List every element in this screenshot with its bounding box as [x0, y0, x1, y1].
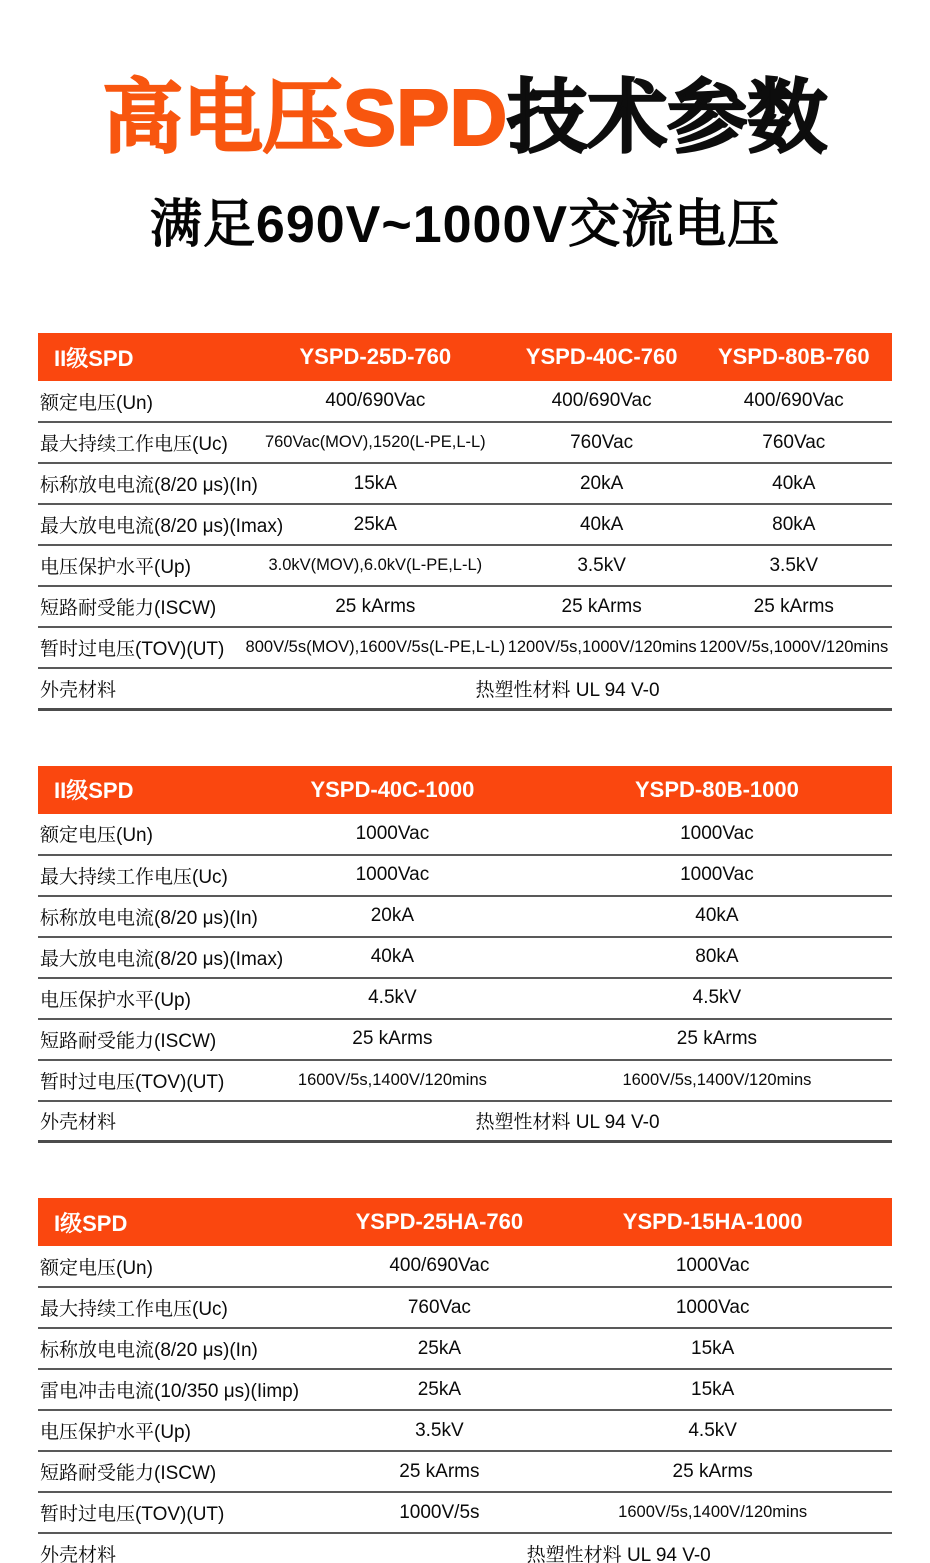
row-label: 电压保护水平(Up) [38, 978, 243, 1019]
row-label: 短路耐受能力(ISCW) [38, 1451, 345, 1492]
table-row [38, 463, 892, 504]
table-row [38, 1246, 892, 1287]
row-label: 电压保护水平(Up) [38, 1410, 345, 1451]
row-label: 暂时过电压(TOV)(UT) [38, 627, 243, 668]
table-row [38, 545, 892, 586]
cell-value: 4.5kV [542, 978, 892, 1019]
cell-value: 40kA [542, 896, 892, 937]
spec-tables [0, 333, 930, 1563]
cell-value: 25 kArms [696, 586, 892, 627]
table-row [38, 422, 892, 463]
page-title-rest: 技术参数 [507, 73, 828, 162]
row-label: 电压保护水平(Up) [38, 545, 243, 586]
table-category-title: II级SPD [38, 333, 243, 381]
cell-value: 25 kArms [508, 586, 696, 627]
cell-value: 400/690Vac [243, 381, 508, 422]
table-row [38, 1451, 892, 1492]
cell-value: 760Vac(MOV),1520(L-PE,L-L) [243, 422, 508, 463]
cell-value: 3.0kV(MOV),6.0kV(L-PE,L-L) [243, 545, 508, 586]
cell-value: 3.5kV [696, 545, 892, 586]
table-row [38, 937, 892, 978]
cell-value: 3.5kV [508, 545, 696, 586]
row-label: 最大放电电流(8/20 μs)(Imax) [38, 504, 243, 545]
cell-value: 1000Vac [243, 814, 542, 855]
cell-value: 20kA [243, 896, 542, 937]
cell-value: 760Vac [508, 422, 696, 463]
column-header-model: YSPD-15HA-1000 [533, 1198, 892, 1246]
table-row [38, 504, 892, 545]
column-header-model: YSPD-80B-760 [696, 333, 892, 381]
table-row [38, 1101, 892, 1142]
table-row [38, 1328, 892, 1369]
row-label: 暂时过电压(TOV)(UT) [38, 1492, 345, 1533]
table-row [38, 586, 892, 627]
cell-value: 80kA [696, 504, 892, 545]
cell-value: 25kA [345, 1369, 533, 1410]
table-row [38, 1019, 892, 1060]
cell-value: 40kA [243, 937, 542, 978]
cell-value: 1000V/5s [345, 1492, 533, 1533]
row-label: 短路耐受能力(ISCW) [38, 586, 243, 627]
cell-value: 80kA [542, 937, 892, 978]
row-label: 暂时过电压(TOV)(UT) [38, 1060, 243, 1101]
table-row [38, 1410, 892, 1451]
table-category-title: II级SPD [38, 766, 243, 814]
column-header-model: YSPD-25D-760 [243, 333, 508, 381]
cell-value: 15kA [533, 1369, 892, 1410]
cell-value: 1000Vac [542, 855, 892, 896]
cell-value: 15kA [243, 463, 508, 504]
page-subtitle: 满足690V~1000V交流电压 [149, 196, 781, 254]
cell-value: 400/690Vac [696, 381, 892, 422]
column-header-model: YSPD-80B-1000 [542, 766, 892, 814]
table-row [38, 1060, 892, 1101]
cell-value: 1000Vac [533, 1246, 892, 1287]
table-category-title: I级SPD [38, 1198, 345, 1246]
row-label: 标称放电电流(8/20 μs)(In) [38, 463, 243, 504]
row-label: 标称放电电流(8/20 μs)(In) [38, 896, 243, 937]
row-label: 最大持续工作电压(Uc) [38, 855, 243, 896]
cell-value: 1600V/5s,1400V/120mins [542, 1060, 892, 1101]
table-row [38, 814, 892, 855]
table-header-row [38, 1198, 892, 1246]
table-row [38, 1492, 892, 1533]
row-label: 额定电压(Un) [38, 381, 243, 422]
table-row [38, 381, 892, 422]
table-row [38, 668, 892, 709]
row-label: 外壳材料 [38, 668, 243, 709]
cell-value: 1600V/5s,1400V/120mins [533, 1492, 892, 1533]
table-header-row [38, 333, 892, 381]
cell-value: 800V/5s(MOV),1600V/5s(L-PE,L-L) [243, 627, 508, 668]
table-row [38, 855, 892, 896]
cell-value: 25kA [243, 504, 508, 545]
cell-value: 3.5kV [345, 1410, 533, 1451]
page-title-highlight: 高电压SPD [102, 73, 508, 162]
row-label: 最大持续工作电压(Uc) [38, 1287, 345, 1328]
cell-value-span: 热塑性材料 UL 94 V-0 [345, 1533, 892, 1563]
cell-value: 1000Vac [542, 814, 892, 855]
cell-value: 20kA [508, 463, 696, 504]
cell-value-span: 热塑性材料 UL 94 V-0 [243, 668, 892, 709]
column-header-model: YSPD-40C-1000 [243, 766, 542, 814]
table-row [38, 978, 892, 1019]
cell-value: 1600V/5s,1400V/120mins [243, 1060, 542, 1101]
row-label: 外壳材料 [38, 1533, 345, 1563]
cell-value: 760Vac [696, 422, 892, 463]
spec-table-class1 [38, 1198, 892, 1563]
row-label: 最大放电电流(8/20 μs)(Imax) [38, 937, 243, 978]
row-label: 额定电压(Un) [38, 814, 243, 855]
cell-value: 15kA [533, 1328, 892, 1369]
cell-value: 25 kArms [542, 1019, 892, 1060]
cell-value: 760Vac [345, 1287, 533, 1328]
table-row [38, 1533, 892, 1563]
table-row [38, 1369, 892, 1410]
cell-value: 25 kArms [243, 1019, 542, 1060]
row-label: 标称放电电流(8/20 μs)(In) [38, 1328, 345, 1369]
row-label: 额定电压(Un) [38, 1246, 345, 1287]
table-row [38, 1287, 892, 1328]
cell-value: 1200V/5s,1000V/120mins [508, 627, 696, 668]
cell-value: 25 kArms [533, 1451, 892, 1492]
cell-value: 25 kArms [243, 586, 508, 627]
cell-value: 400/690Vac [508, 381, 696, 422]
cell-value: 400/690Vac [345, 1246, 533, 1287]
cell-value: 4.5kV [243, 978, 542, 1019]
column-header-model: YSPD-25HA-760 [345, 1198, 533, 1246]
cell-value: 1200V/5s,1000V/120mins [696, 627, 892, 668]
cell-value: 4.5kV [533, 1410, 892, 1451]
cell-value: 1000Vac [533, 1287, 892, 1328]
row-label: 雷电冲击电流(10/350 μs)(Iimp) [38, 1369, 345, 1410]
row-label: 短路耐受能力(ISCW) [38, 1019, 243, 1060]
table-row [38, 627, 892, 668]
table-header-row [38, 766, 892, 814]
column-header-model: YSPD-40C-760 [508, 333, 696, 381]
spec-table-class2-1000 [38, 766, 892, 1144]
cell-value: 25kA [345, 1328, 533, 1369]
cell-value-span: 热塑性材料 UL 94 V-0 [243, 1101, 892, 1142]
row-label: 最大持续工作电压(Uc) [38, 422, 243, 463]
cell-value: 1000Vac [243, 855, 542, 896]
cell-value: 40kA [696, 463, 892, 504]
page-title [0, 0, 930, 160]
table-row [38, 896, 892, 937]
cell-value: 40kA [508, 504, 696, 545]
row-label: 外壳材料 [38, 1101, 243, 1142]
spec-table-class2-760 [38, 333, 892, 711]
cell-value: 25 kArms [345, 1451, 533, 1492]
